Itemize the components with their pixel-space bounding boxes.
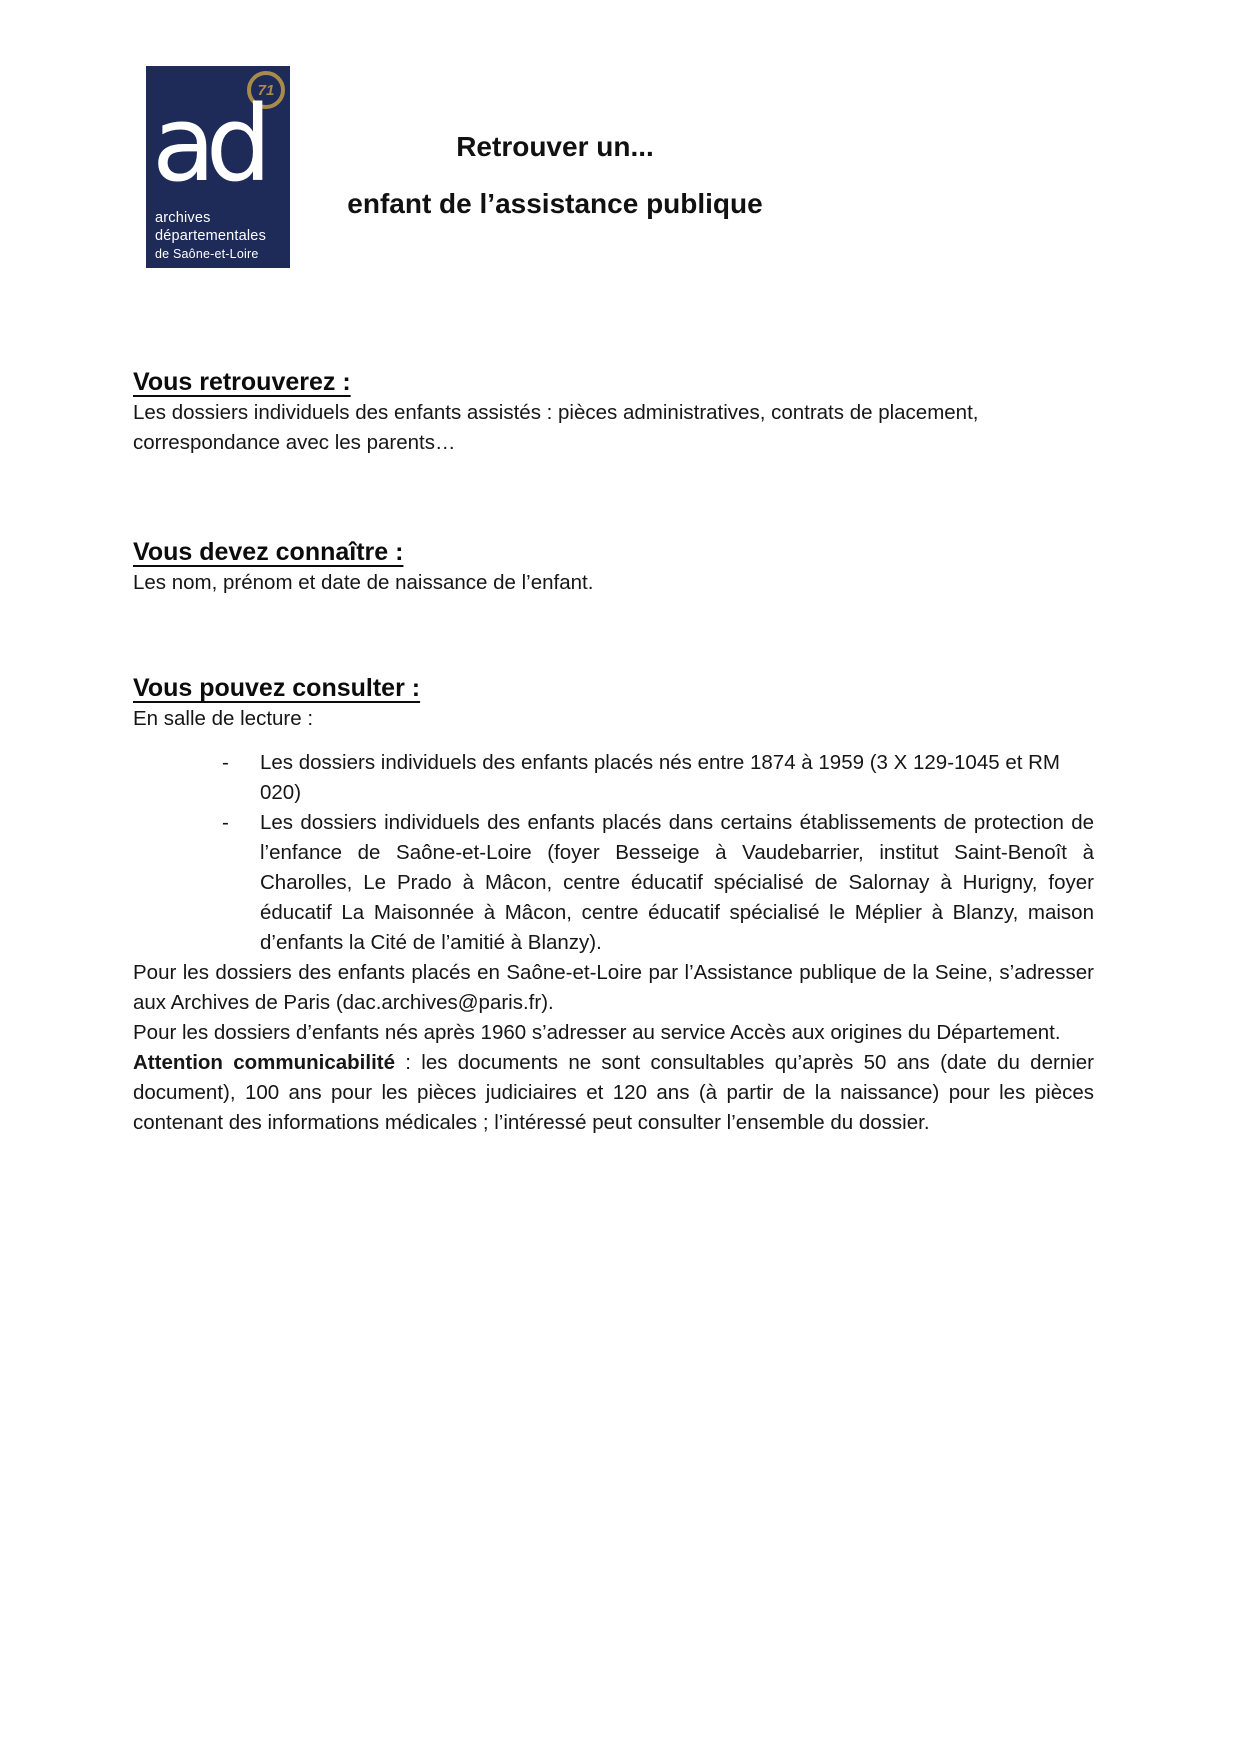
section-heading-vous-pouvez-consulter: Vous pouvez consulter :: [133, 674, 421, 702]
title-line-2: enfant de l’assistance publique: [347, 188, 763, 219]
logo-caption-line: archives: [155, 209, 211, 226]
logo-caption-line: départementales: [155, 228, 267, 245]
list-item: [133, 808, 1094, 958]
bullet-dash: -: [222, 751, 229, 774]
logo-caption-line: de Saône-et-Loire: [155, 247, 259, 261]
logo-monogram: ad: [152, 83, 262, 205]
list-item-text: Les dossiers individuels des enfants placés nés entre 1874 à 1959 (3 X 129-1045 et RM 020): [260, 751, 1061, 804]
title-line-1: Retrouver un...: [456, 131, 654, 162]
bullet-dash: -: [222, 811, 229, 834]
section-heading-vous-retrouverez: Vous retrouverez :: [133, 368, 351, 396]
badge-71-text: 71: [257, 81, 275, 99]
paragraph-attention-communicabilite: [133, 1048, 1094, 1138]
attention-text: : les documents ne sont consultables qu’après 50 ans (date du dernier document), 100 ans pour les pièces judiciaires et 120 ans (à partir de la naissance) pour les pièces contenant des informations médicales ; l’intéressé peut consulter l’ensemble du dossier.: [133, 1051, 1094, 1134]
paragraph-salle-de-lecture: En salle de lecture :: [133, 707, 314, 730]
bullet-list: [133, 748, 1094, 958]
attention-label: Attention communicabilité: [133, 1051, 395, 1074]
paragraph-vous-retrouverez: Les dossiers individuels des enfants assistés : pièces administratives, contrats de placement, correspondance avec les parents…: [133, 401, 979, 454]
list-item-text: Les dossiers individuels des enfants placés dans certains établissements de protection de l’enfance de Saône-et-Loire (foyer Besseige à Vaudebarrier, institut Saint-Benoît à Charolles, Le Prado à Mâcon, centre éducatif spécialisé de Salornay à Hurigny, foyer éducatif La Maisonnée à Mâcon, centre éducatif spécialisé le Méplier à Blanzy, maison d’enfants la Cité de l’amitié à Blanzy).: [260, 811, 1094, 954]
paragraph-apres-1960: Pour les dossiers d’enfants nés après 1960 s’adresser au service Accès aux origines du Département.: [133, 1021, 1061, 1044]
paragraph-archives-de-paris: Pour les dossiers des enfants placés en Saône-et-Loire par l’Assistance publique de la Seine, s’adresser aux Archives de Paris (dac.archives@paris.fr).: [133, 961, 1094, 1014]
paragraph-vous-devez-connaitre: Les nom, prénom et date de naissance de l’enfant.: [133, 571, 594, 594]
list-item: [133, 748, 1094, 808]
section-heading-vous-devez-connaitre: Vous devez connaître :: [133, 538, 404, 566]
